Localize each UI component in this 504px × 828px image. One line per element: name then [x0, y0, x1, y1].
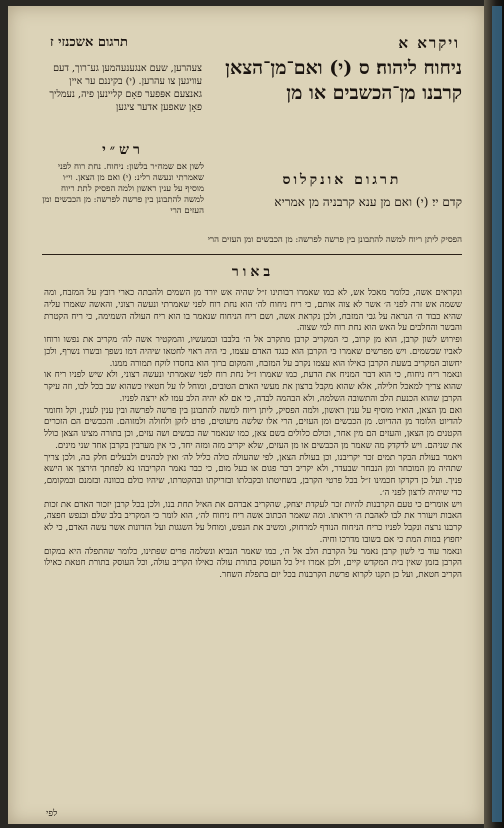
book-page — [8, 6, 484, 824]
beur-paragraph: ויש אומרים כי טעם הקרבנות להיות זכר לעקדת יצחק, שהקריב אברהם את האיל תחת בנו, ולכן בכל קרבן יזכור האדם את זכות האבות ויעורר את לבו לאהבת ה׳ ויראתו. ומה שאמר הכתוב אשה ריח ניחוח לה׳, הוא לומר כי המקריב בלב שלם ובנפש חפצה, קרבנו נרצה ונקבל לפניו כריח הניחוח הנודף למרחוק, ומשיב את הנפש, ומוחל על השגגות ועל הזדונות אשר עשה האדם, כי לא יחפוץ במות המת כי אם בשובו מדרכו וחיה. — [44, 499, 462, 545]
binding-tape — [492, 6, 502, 822]
onkelos-translation: קדם יי׃ (י) ואם מן ענא קרבניה מן אמריא — [274, 195, 462, 209]
catchword: לפי — [46, 809, 58, 819]
beur-paragraph: ונקראים אשה, כלומר מאכל אש, לא כמו שאמרו רבותינו ז״ל שהיה אש יורד מן השמים ולהבתה כארי רובץ על המזבח, ומה ששמה אש זרה לפני ה׳ אשר לא צוה אותם, כי ריח ניחוח לה׳ הוא נחת רוח לפני שאמרתי ונעשה רצוני, והאשה שאמרו עליה שהיא כבוד ה׳ הנראה על גבי המזבח, ולכן נקראת אשה, ושם ריח הניחוח שנאמר בו הוא ריח העולה השמימה, כי ריח הקטרת והבשר והחלבים על האש הוא נחת רוח למי שצוה. — [44, 288, 462, 334]
header-right-title: ויקרא א — [398, 34, 460, 52]
beur-paragraph: ופירוש לשון קרבן, הוא מן קרוב, כי המקריב קרבן מתקרב אל ה׳ בלבבו ובמעשיו, והמקטיר אשה לה׳ מקריב את נפשו ורוחו לאביו שבשמים. ויש מפרשים שאמרו כי הקרבן הוא כנגד האדם עצמו, כי היה ראוי לחטאו שיהיה דמו נשפך ובשרו נשרף, ולכן יחשוב המקריב בשעת הקרבן כאילו הוא עצמו נקרב על המזבח, והמקום ברוך הוא בחסדו לוקח תמורה ממנו. — [44, 335, 462, 369]
divider-rule — [42, 254, 462, 255]
beur-commentary — [44, 288, 462, 810]
section-note: הפסיק ליתן ריוח למשה להתבונן בין פרשה לפרשה: מן הכבשים ומן העזים הרי — [207, 235, 462, 245]
rashi-commentary: לשון אם שמח״ר בלשון: ניחוח. נחת רוח לפני שאמרתי ונעשה רלינ: (י) ואם מן הצאן. וי״ו מוסיף על ענין ראשון ולמה הפסיק לתת ריוח למשה להתבונן בין פרשה לפרשה: מן הכבשים ומן העזים הרי — [42, 162, 204, 216]
beur-paragraph: ונאמר עוד כי לשון קרבן נאמר על הקרבת הלב אל ה׳, כמו שאמר הנביא ונשלמה פרים שפתינו, כלומר שהתפלה היא במקום הקרבן בזמן שאין בית המקדש קיים, ולכן אמרו ז״ל כל העוסק בתורת עולה כאילו הקריב עולה, וכל העוסק בתורת חטאת כאילו הקריב חטאת, ועל כן תקנו לקרוא פרשת הקרבנות בכל יום בתפלת השחר. — [44, 546, 462, 580]
running-header — [50, 34, 460, 56]
beur-paragraph: ואם מן הצאן, הוא״ו מוסיף על ענין ראשון, ולמה הפסיק, ליתן ריוח למשה להתבונן בין פרשה לפרשה ובין ענין לענין, וקל וחומר להדיוט הלומד מן ההדיוט. מן הכבשים ומן העזים, הרי אלו שלשה מיעוטים, פרט לזקן ולחולה ולמזוהם. והכבשים הם הזכרים הקטנים מן הצאן, והעזים הם מין אחר, וכולם כלולים בשם צאן, כמו שנאמר שה כבשים ושה עזים, וכן בתורה מצינו הצאן כולל את שניהם. ויש לדקדק מה שאמר מן הכבשים או מן העזים, שלא יקריב מזה ומזה יחד, כי אין מערבין בקרבן אחד שני מינים. — [44, 405, 462, 451]
beur-paragraph: ונאמר ריח ניחוח, כי הוא דבר המניח את הדעת, כמו שאמרו ז״ל נחת רוח לפני שאמרתי ונעשה רצוני, ולא שיש לפניו ריח או שהוא צריך למאכל חלילה, אלא שהוא מקבל ברצון את מעשי האדם הטובים, ומוחל לו על חטאיו כשהוא שב בכל לבו, וזה עיקר הקרבן שהוא הכנעת הלב והתשובה השלמה, ולא הבהמה לבדה, כי אם לא יהיה הלב עמו לא ירצה לפניו. — [44, 370, 462, 404]
beur-heading: באור — [231, 264, 275, 280]
beur-paragraph: ויאמר בעולת הבקר תמים זכר יקריבנו, וכן בעולת הצאן, לפי שהעולה כולה כליל לה׳ ואין לכהנים ולבעלים חלק בה, ולכן צריך שתהיה מן המובחר ומן הנבחר שבעדר, ולא יקריב דבר פגום או בעל מום, כי כבר נאמר הקריבהו נא לפחתך הירצך או הישא פניך. ועל כן דקדקו חכמינו ז״ל בכל פרטי הקרבן, בשחיטתו ובקבלתו ובזריקתו ובהקטרתו, שיהיו כולם בכוונה ובזמנם ובמקומם, כדי שיהיה לרצון לפני ה׳. — [44, 452, 462, 498]
yiddish-translation: צעהרען, שעם אנגענעהמען גע־רוך, דעם עוויגען צו עהרען. (י) בקיננם ער איין גאנצעם אפּפער פאָם קליינען פיה, נעמליך פאָן שאפען אדער ציגען — [49, 63, 202, 113]
onkelos-heading: תרגום אונקלוס — [282, 172, 402, 188]
rashi-heading: רש״י — [102, 142, 144, 158]
torah-verse: ניחוח ליהוה׃ ס (י) ואם־מן־הצאן קרבנו מן־הכשבים או מן — [225, 57, 462, 104]
header-left-title: תרגום אשכנזי ז — [50, 35, 128, 50]
